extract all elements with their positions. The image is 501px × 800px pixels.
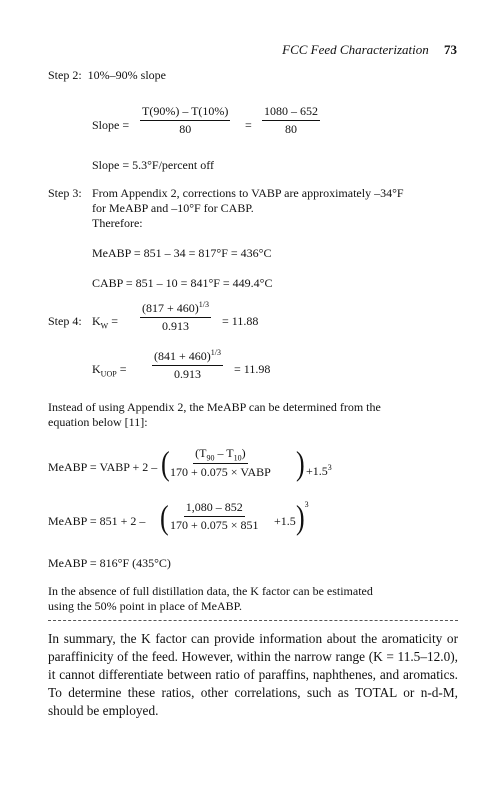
eq2-fraction bbox=[170, 500, 259, 533]
eq1-lhs: MeABP = VABP + 2 – bbox=[48, 460, 158, 474]
slope-result: Slope = 5.3°F/percent off bbox=[92, 158, 214, 172]
page-number: 73 bbox=[444, 42, 457, 57]
kw-numerator: $(817 + 460)^{1/3}$ bbox=[140, 300, 211, 318]
kw-denominator: 0.913 bbox=[162, 319, 189, 333]
slope-denominator: 80 bbox=[179, 122, 192, 136]
eq1-close-paren: ) bbox=[296, 444, 305, 483]
step2-heading: Step 2: 10%–90% slope bbox=[48, 68, 166, 82]
kuop-fraction bbox=[152, 348, 223, 382]
eq2-denominator: 170 + 0.075 × 851 bbox=[170, 518, 259, 532]
eq2-open-paren: ( bbox=[160, 498, 169, 537]
step2-title: 10%–90% slope bbox=[87, 68, 166, 82]
step3-line1: From Appendix 2, corrections to VABP are approximately –34°F bbox=[92, 186, 404, 200]
kw-fraction bbox=[140, 300, 211, 334]
kuop-result: = 11.98 bbox=[234, 362, 271, 376]
eq1-plus: $+1.5^3$ bbox=[306, 463, 332, 478]
slope-equals: = bbox=[245, 118, 252, 132]
section-divider bbox=[48, 620, 458, 621]
absence-line1: In the absence of full distillation data, the K factor can be estimated bbox=[48, 584, 373, 598]
step3-line2: for MeABP and –10°F for CABP. bbox=[92, 201, 254, 215]
meabp-equation: MeABP = 851 – 34 = 817°F = 436°C bbox=[92, 246, 272, 260]
step3-line3: Therefore: bbox=[92, 216, 143, 230]
kuop-numerator: $(841 + 460)^{1/3}$ bbox=[152, 348, 223, 366]
step4-heading: Step 4: bbox=[48, 314, 82, 328]
summary-paragraph: In summary, the K factor can provide information about the aromaticity or paraffinicity of the feed. However, within the narrow range (K = 11.5–12.0), it cannot differentiate between ratio of paraffins, naphthenes, and aromatics. To determine these ratios, other correlations, such as TOTAL or n-d-M, should be employed. bbox=[48, 631, 458, 718]
eq2-lhs: MeABP = 851 + 2 – bbox=[48, 514, 146, 528]
instead-line2: equation below [11]: bbox=[48, 415, 148, 429]
kuop-label: $K_{UOP}$ = bbox=[92, 362, 127, 379]
kuop-denominator: 0.913 bbox=[174, 367, 201, 381]
kw-label: $K_W$ = bbox=[92, 314, 119, 331]
slope-numerator: T(90%) – T(10%) bbox=[140, 104, 230, 121]
eq1-fraction bbox=[170, 446, 271, 480]
slope-label: Slope = bbox=[92, 118, 130, 132]
slope-fraction-2 bbox=[262, 104, 320, 137]
cabp-equation: CABP = 851 – 10 = 841°F = 449.4°C bbox=[92, 276, 273, 290]
header-title: FCC Feed Characterization bbox=[282, 42, 429, 57]
meabp-result: MeABP = 816°F (435°C) bbox=[48, 556, 171, 570]
instead-line1: Instead of using Appendix 2, the MeABP can be determined from the bbox=[48, 400, 381, 414]
step3-heading: Step 3: bbox=[48, 186, 82, 200]
kw-result: = 11.88 bbox=[222, 314, 259, 328]
eq2-numerator: 1,080 – 852 bbox=[184, 500, 245, 517]
running-header bbox=[282, 42, 457, 58]
slope-numerator-2: 1080 – 652 bbox=[262, 104, 320, 121]
slope-denominator-2: 80 bbox=[285, 122, 297, 136]
eq2-plus: +1.5 bbox=[274, 514, 296, 528]
slope-fraction bbox=[140, 104, 230, 137]
eq2-close-paren: )$^3$ bbox=[296, 498, 309, 537]
eq1-numerator: $(T_{90} - T_{10})$ bbox=[195, 446, 246, 463]
eq1-denominator: 170 + 0.075 × VABP bbox=[170, 465, 271, 480]
absence-line2: using the 50% point in place of MeABP. bbox=[48, 599, 242, 613]
eq1-open-paren: ( bbox=[161, 444, 170, 483]
